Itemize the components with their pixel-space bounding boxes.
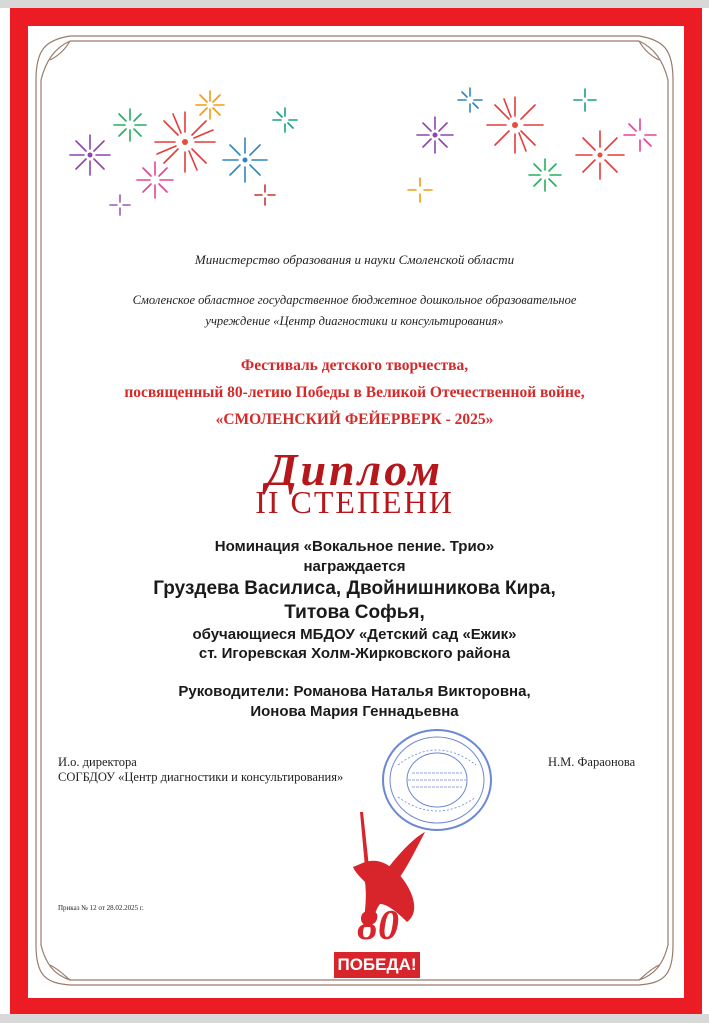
emblem-word: ПОБЕДА!: [334, 952, 420, 978]
signatory-position-line-2: СОГБДОУ «Центр диагностики и консультирования»: [58, 770, 344, 784]
signatory-name: Н.М. Фараонова: [548, 755, 636, 769]
festival-line-2: посвященный 80-летию Победы в Великой Отечественной войне,: [124, 384, 585, 401]
festival-line-3: «СМОЛЕНСКИЙ ФЕЙЕРВЕРК - 2025»: [215, 411, 494, 428]
fireworks-left-image: [60, 80, 330, 230]
awardee-names-line-2: Титова Софья,: [284, 602, 425, 623]
organization-line-1: Смоленское областное государственное бюджетное дошкольное образовательное: [132, 293, 577, 307]
leaders-line-1: Руководители: Романова Наталья Викторовна,: [178, 683, 531, 700]
school-line-1: обучающиеся МБДОУ «Детский сад «Ежик»: [192, 626, 517, 643]
order-text: Приказ № 12 от 28.02.2025 г.: [58, 904, 144, 912]
diploma-degree: II СТЕПЕНИ: [255, 484, 454, 520]
organization-line-2: учреждение «Центр диагностики и консультирования»: [205, 314, 504, 328]
awardee-names-line-1: Груздева Василиса, Двойнишникова Кира,: [153, 578, 556, 599]
signatory-position-line-1: И.о. директора: [58, 755, 137, 769]
fireworks-right-image: [395, 80, 665, 230]
emblem-number: 80: [357, 903, 399, 949]
diploma-title: Диплом: [266, 444, 443, 495]
nomination-text: Номинация «Вокальное пение. Трио»: [214, 538, 495, 555]
awarded-text: награждается: [303, 558, 406, 575]
leaders-line-2: Ионова Мария Геннадьевна: [250, 703, 459, 720]
school-line-2: ст. Игоревская Холм-Жирковского района: [198, 645, 511, 662]
ministry-text: Министерство образования и науки Смоленской области: [194, 252, 515, 267]
festival-line-1: Фестиваль детского творчества,: [240, 357, 469, 374]
